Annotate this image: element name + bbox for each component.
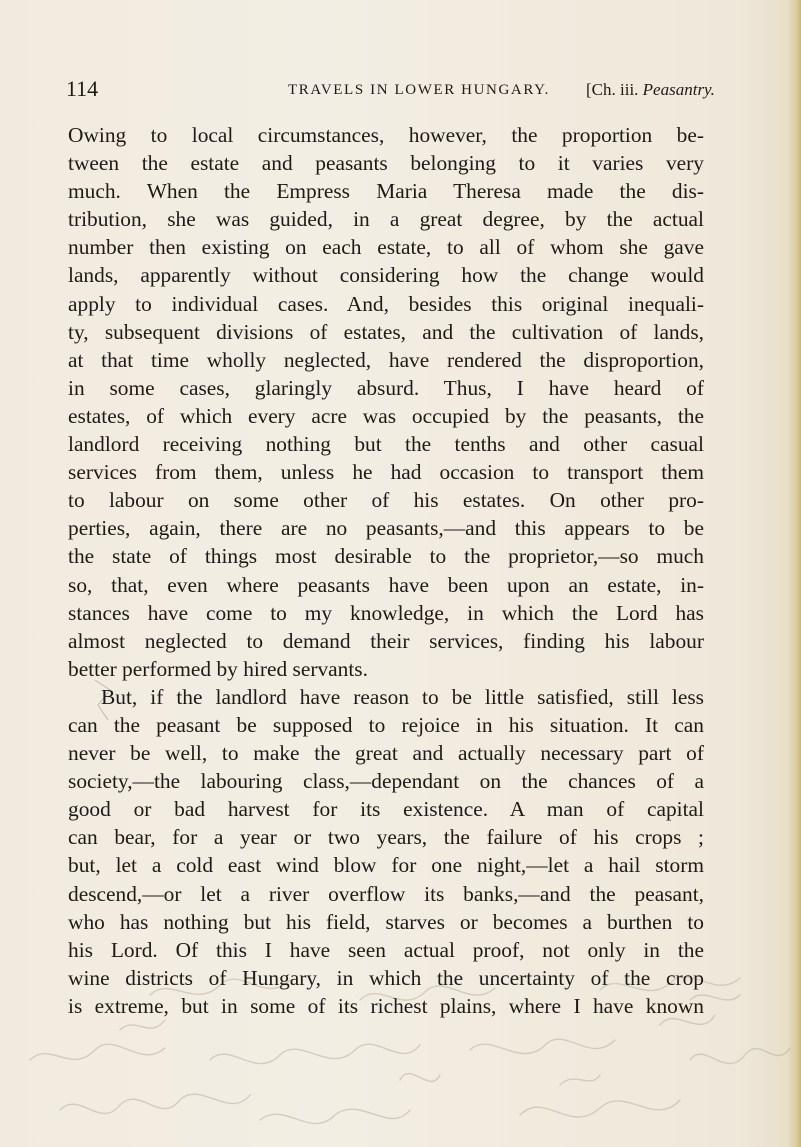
text-line: can bear, for a year or two years, the failure of his crops ; [68,825,704,850]
paragraph-1 [68,121,704,683]
running-head-chapter [586,80,715,100]
text-line: But, if the landlord have reason to be little satisfied, still less [101,684,704,709]
text-line: so, that, even where peasants have been upon an estate, in- [68,572,704,597]
text-line: the state of things most desirable to the proprietor,—so much [68,544,704,569]
text-line: almost neglected to demand their services, finding his labour [68,628,704,653]
text-line: number then existing on each estate, to all of whom she gave [68,235,704,260]
text-line: society,—the labouring class,—dependant on the chances of a [68,769,704,794]
text-line: perties, again, there are no peasants,—and this appears to be [68,516,704,541]
paragraph-2 [68,683,704,1020]
running-head-title: TRAVELS IN LOWER HUNGARY. [288,82,550,98]
text-line: is extreme, but in some of its richest plains, where I have known [68,993,704,1018]
text-line: to labour on some other of his estates. On other pro- [68,488,704,513]
text-line: descend,—or let a river overflow its banks,—and the peasant, [68,881,704,906]
text-line: who has nothing but his field, starves or becomes a burthen to [68,909,704,934]
text-line: lands, apparently without considering how the change would [68,263,704,288]
text-line: but, let a cold east wind blow for one night,—let a hail storm [68,853,704,878]
text-line: landlord receiving nothing but the tenths and other casual [68,432,704,457]
text-line: at that time wholly neglected, have rendered the disproportion, [68,347,704,372]
text-line: much. When the Empress Maria Theresa made the dis- [68,179,704,204]
text-line: tribution, she was guided, in a great degree, by the actual [68,207,704,232]
text-line: Owing to local circumstances, however, the proportion be- [68,123,704,147]
chapter-subject: Peasantry. [642,80,715,99]
text-line: services from them, unless he had occasion to transport them [68,460,704,485]
text-line-last: better performed by hired servants. [68,656,368,681]
text-line: wine districts of Hungary, in which the uncertainty of the crop [68,965,704,990]
text-line: tween the estate and peasants belonging to it varies very [68,151,704,176]
text-line: can the peasant be supposed to rejoice in his situation. It can [68,712,704,737]
text-line: his Lord. Of this I have seen actual proof, not only in the [68,937,704,962]
page-number: 114 [66,76,99,101]
running-head [66,76,726,106]
body-text [68,121,704,1020]
text-line: in some cases, glaringly absurd. Thus, I have heard of [68,375,704,400]
text-line: never be well, to make the great and actually necessary part of [68,741,704,766]
text-line: good or bad harvest for its existence. A man of capital [68,797,704,822]
text-line: ty, subsequent divisions of estates, and the cultivation of lands, [68,319,704,344]
text-line: stances have come to my knowledge, in which the Lord has [68,600,704,625]
text-line: apply to individual cases. And, besides this original inequali- [68,291,704,316]
text-line: estates, of which every acre was occupied by the peasants, the [68,403,704,428]
page-edge-shadow [787,0,801,1147]
chapter-number: [Ch. iii. [586,80,639,99]
